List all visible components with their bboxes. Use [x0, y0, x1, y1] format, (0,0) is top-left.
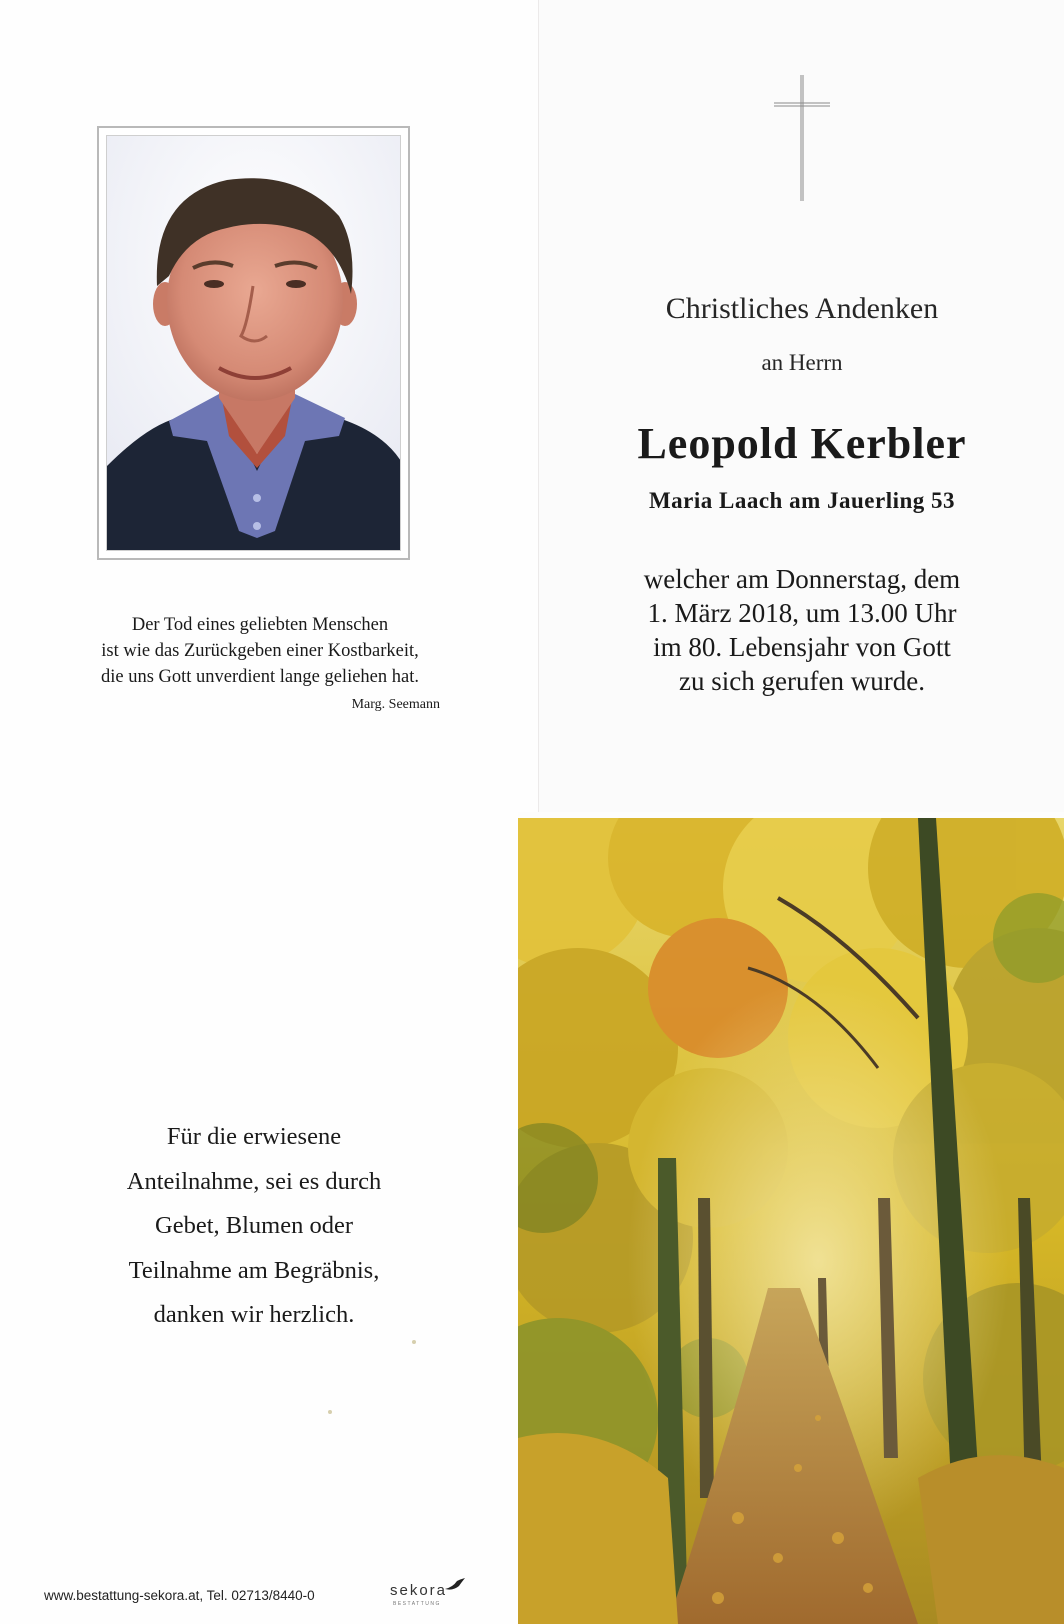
- death-line: welcher am Donnerstag, dem: [643, 564, 961, 594]
- death-line: im 80. Lebensjahr von Gott: [653, 632, 951, 662]
- thanks-line: Für die erwiesene: [166, 1123, 342, 1150]
- photo-panel: [0, 0, 538, 812]
- autumn-forest-photo: [518, 818, 1064, 1624]
- quote-line: Der Tod eines geliebten Menschen: [131, 615, 389, 635]
- announcement-panel: [538, 0, 1064, 812]
- thanks-panel: [0, 812, 518, 1624]
- memorial-heading: Christliches Andenken: [665, 292, 939, 325]
- thanks-message: [40, 1115, 468, 1338]
- thanks-line: Anteilnahme, sei es durch: [126, 1167, 382, 1195]
- salutation: an Herrn: [761, 350, 843, 375]
- death-line: zu sich gerufen wurde.: [679, 666, 925, 696]
- paper-speck: [412, 1340, 416, 1344]
- thanks-line: Gebet, Blumen oder: [155, 1212, 353, 1239]
- portrait-photo: [106, 135, 401, 551]
- funeral-home-logo-subtext: BESTATTUNG: [393, 1601, 441, 1607]
- bird-icon: [443, 1577, 467, 1593]
- thanks-line: danken wir herzlich.: [153, 1301, 355, 1328]
- thanks-line: Teilnahme am Begräbnis,: [128, 1256, 380, 1284]
- death-line: 1. März 2018, um 13.00 Uhr: [647, 598, 957, 628]
- deceased-address: Maria Laach am Jauerling 53: [648, 488, 956, 513]
- portrait-frame: [97, 126, 410, 560]
- quote-author: Marg. Seemann: [351, 697, 440, 712]
- funeral-home-logo: sekora: [390, 1582, 448, 1599]
- paper-speck: [328, 1410, 332, 1414]
- memorial-quote: [40, 612, 480, 690]
- quote-line: ist wie das Zurückgeben einer Kostbarkeit,: [101, 641, 419, 661]
- cross-icon: [772, 73, 832, 203]
- forest-path-image: [518, 818, 1064, 1624]
- deceased-name: Leopold Kerbler: [637, 419, 967, 468]
- funeral-home-contact: www.bestattung-sekora.at, Tel. 02713/8440-0: [44, 1588, 315, 1603]
- death-notice: [539, 562, 1064, 698]
- quote-line: die uns Gott unverdient lange geliehen hat.: [100, 667, 419, 687]
